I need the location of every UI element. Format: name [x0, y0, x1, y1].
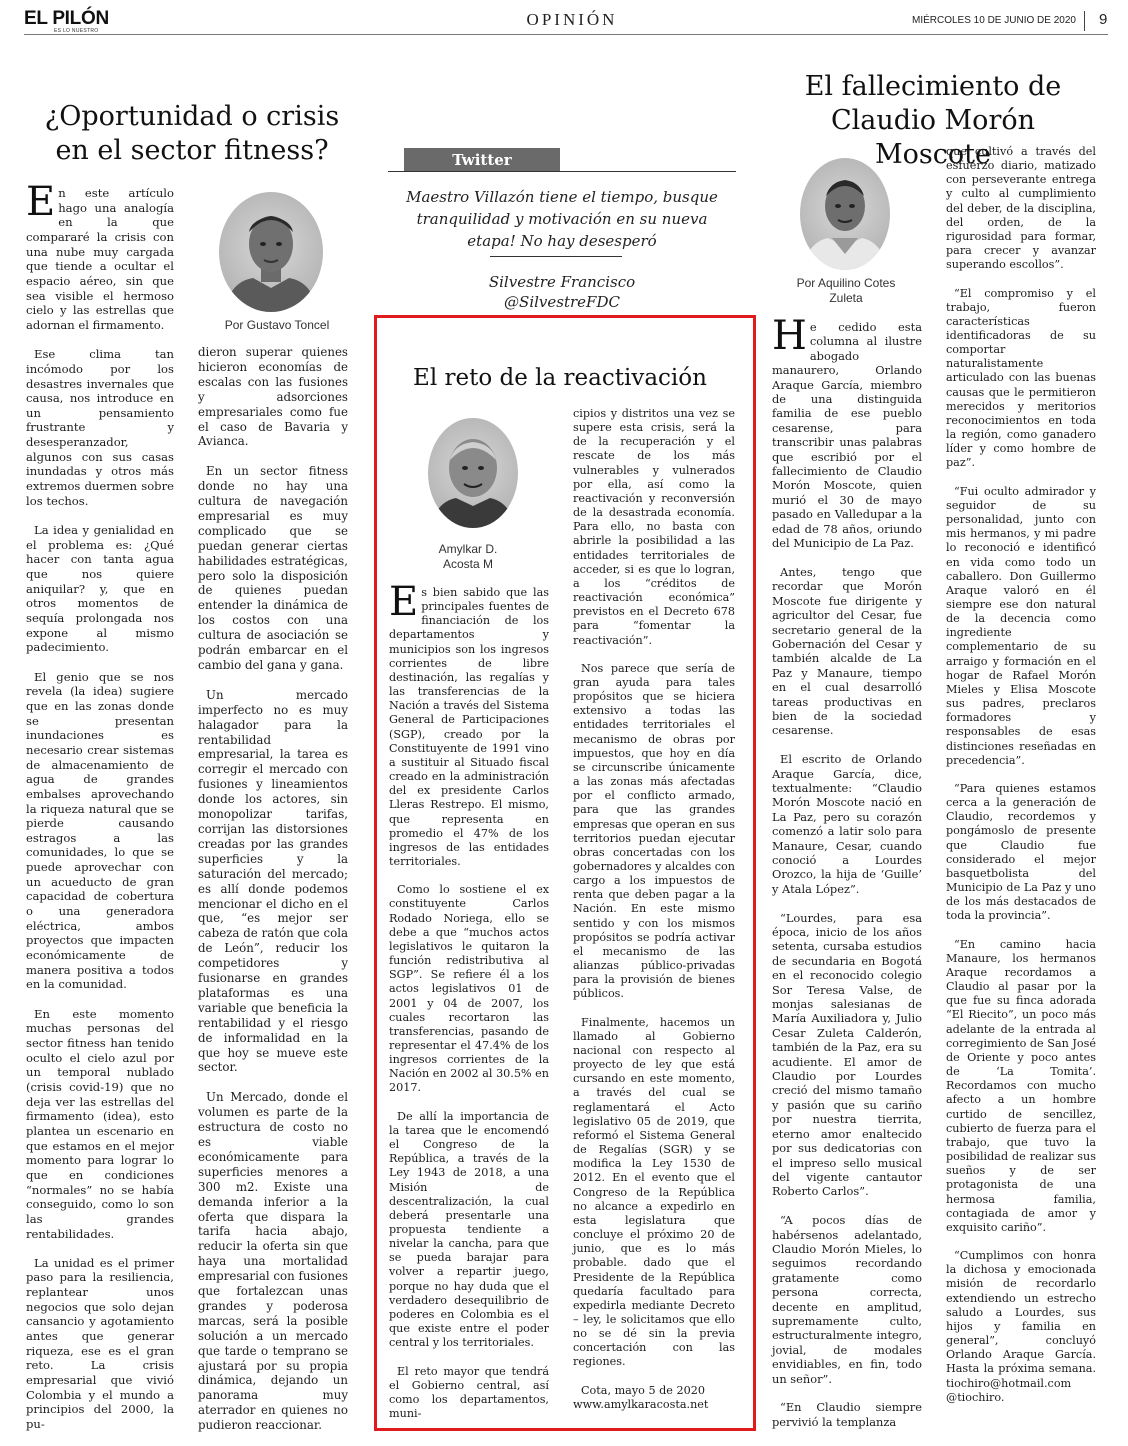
paragraph [26, 179, 174, 333]
article-signoff: Cota, mayo 5 de 2020 [581, 1383, 705, 1397]
author-photo-amylkar-acosta [428, 418, 518, 528]
twitter-label: Twitter [404, 148, 560, 172]
paragraph: Antes, tengo que recordar que Morón Moscote fue dirigente y agricultor del Cesar, fue secretario general de la Gobernación del Cesar y también alcalde de La Paz y Manaure, tiempo en el cual desarrolló tareas productivas en bien de la sociedad cesarense. [772, 564, 922, 738]
paragraph [772, 313, 922, 551]
dropcap: E [389, 579, 419, 625]
paragraph: dieron superar quienes hicieron economías de escalas con las fusiones y adsorciones empresariales como fue el caso de Bavaria y Avianca. [198, 345, 348, 449]
left-article-byline: Por Gustavo Toncel [224, 318, 330, 332]
paragraph: El escrito de Orlando Araque García, dice, textualmente: “Claudio Morón Moscote nació en La Paz, pero su corazón comenzó a latir solo para Manaure, Cesar, cuando conoció a Lourdes Orozco, la hija de ‘Guille’ y Atala López”. [772, 752, 922, 896]
left-article-column-1 [26, 179, 174, 1432]
paragraph: Como lo sostiene el ex constituyente Carlos Rodado Noriega, ello se debe a que “muchos actos legislativos le quitaron la función redistributiva al SGP”. Se refiere él a los actos legislativos 01 de 2001 y 04 de 2007, los cuales recortaron las transferencias, pasando de representar el 47.4% de los ingresos corrientes de la Nación en 2002 al 30.5% en 2017. [389, 883, 549, 1095]
paragraph: “En camino hacia Manaure, los hermanos Araque recordamos a Claudio al pasar por la que fue su finca adorada “El Riecito”, un poco más adelante de la entrada al corregimiento de San José de Oriente y poco antes de ‘La Tomita’. Recordamos con mucho afecto a un hombre curtido de sencillez, cubierto de fuerza para el trabajo, que tuvo la posibilidad de realizar sus sueños y de ser protagonista de una hermosa familia, contagiada de amor y exquisito cariño”. [946, 937, 1096, 1234]
paragraph: que cultivó a través del esfuerzo diario, matizado con perseverante entrega y culto al cumplimiento del deber, de la disciplina, del orden, de la rigurosidad para formar, para crecer y avanzar superando escollos”. [946, 145, 1096, 272]
page-number: 9 [1099, 11, 1108, 28]
paragraph: De allí la importancia de la tarea que le encomendó el Congreso de la República, a través de la Ley 1943 de 2018, a una Misión de descentralización, la cual deberá presentarle una propuesta tendiente a nivelar la cancha, para que se pueda barajar para volver a repartir juego, porque no hay duda que el verdadero desequilibrio de poderes en Colombia es el que existe entre el poder central y los territoriales. [389, 1109, 549, 1350]
right-article-column-2 [946, 145, 1096, 1405]
paragraph: “Para quienes estamos cerca a la generación de Claudio, recordemos y pongámoslo de presente que Claudio fue considerado el mejor basquetbolista del Municipio de La Paz y uno de los más destacados de toda la provincia”. [946, 781, 1096, 923]
paragraph: En este momento muchas personas del sector fitness han tenido oculto el cielo azul por un temporal nublado (crisis covid-19) que no deja ver las estrellas del firmamento (idea), esto plantea un escenario en que estamos en el mejor momento para lograr lo que en condiciones “normales” no se había conseguido, como lo son las grandes rentabilidades. [26, 1006, 174, 1241]
author-photo-aquilino-cotes [800, 158, 890, 270]
logo-slogan: ES LO NUESTRO [54, 28, 99, 34]
person-portrait-icon [800, 158, 890, 270]
person-portrait-icon [428, 418, 518, 528]
byline-line: Amylkar D. [438, 542, 498, 556]
left-article-column-2 [198, 345, 348, 1433]
paragraph: Un mercado imperfecto no es muy halagador para la rentabilidad empresarial, la tarea es corregir el mercado con fusiones y lineamientos donde los actores, sin monopolizar tarifas, corrijan las distorsiones creadas por las grandes superficies y la saturación del mercado; es allí donde podemos mencionar el dicho en el que, “es mejor ser cabeza de ratón que cola de León”, reducir los competidores y fusionarse en grandes plataformas es una variable que beneficia la rentabilidad y el riesgo de informalidad en la que hoy se mueve este sector. [198, 687, 348, 1075]
right-article-byline: Por Aquilino Cotes Zuleta [796, 276, 896, 305]
paragraph: “El compromiso y el trabajo, fueron características identificadoras de su comportar naturalistamente articulado con las buenas causas que le permitieron merecidos y meritorios reconocimientos en toda la región, como ganadero líder y como hombre de paz”. [946, 286, 1096, 470]
paragraph: Nos parece que sería de gran ayuda para tales propósitos que se hiciera extensivo a todas las entidades territoriales el mecanismo de obras por impuestos, que hoy en día se circunscribe únicamente a las zonas más afectadas por el conflicto armado, para que las grandes empresas que operan en sus territorios puedan ejecutar obras concertadas con los gobernadores y alcaldes con cargo a los impuestos de renta que deben pagar a la Nación. En este mismo sentido y con los mismos propósitos se podría activar el mecanismo de las alianzas público-privadas para la provisión de bienes públicos. [573, 661, 735, 1001]
author-photo-gustavo-toncel [219, 192, 323, 312]
section-title: OPINIÓN [526, 10, 618, 29]
center-article-title: El reto de la reactivación [413, 365, 707, 391]
paragraph: El reto mayor que tendrá el Gobierno central, así como los departamentos, muni- [389, 1364, 549, 1421]
logo-text: EL PILÓN [24, 8, 109, 29]
website-link[interactable]: www.amylkaracosta.net [573, 1397, 709, 1411]
paragraph-text: n este artículo hago una analogía en la que compararé la crisis con una nube muy cargada que tiende a ocultar el espacio aéreo, sin que sea visible el hermoso cielo y las estrellas que adornan el firmamento. [26, 186, 174, 332]
paragraph: Finalmente, hacemos un llamado al Gobierno nacional con respecto al proyecto de ley que está cursando en este momento, a través del cual se reglamentará el Acto legislativo 05 de 2019, que reformó el Sistema General de Regalías (SGR) y se modifica la Ley 1530 de 2012. En el evento que el Congreso de la República no alcance a expedirlo en esta legislatura que concluye el próximo 20 de junio, que es lo más probable. dado que el Presidente de la República quedaría facultado para expedirla mediante Decreto – ley, le solicitamos que ello no se dé sin la previa concertación con las regiones. [573, 1015, 735, 1369]
paragraph: “Lourdes, para esa época, inicio de los años setenta, cursaba estudios de secundaria en Bogotá en el reconocido colegio Sor Teresa Valse, de monjas salesianas de María Auxiliadora y, Julio Cesar Zuleta Calderón, también de la Paz, era su acudiente. El amor de Claudio por Lourdes creció del mismo tamaño y pasión que su cariño por nuestra tierrita, eterno amor enaltecido por sus dedicatorias con el impreso sello musical del vigente cantautor Roberto Carlos”. [772, 910, 922, 1199]
masthead [24, 10, 1108, 34]
tweet-text: Maestro Villazón tiene el tiempo, busque tranquilidad y motivación en su nueva etapa! No hay desesperó [406, 188, 718, 250]
byline-line: Acosta M [442, 557, 493, 571]
masthead-rule [24, 34, 1108, 35]
paragraph: La unidad es el primer paso para la resiliencia, replantear unos negocios que solo dejan cansancio y agotamiento antes que generar riqueza, ese es el gran reto. La crisis empresarial que vivió Colombia y el mundo a principios del 2000, la pu- [26, 1255, 174, 1432]
paragraph: “En Claudio siempre pervivió la templanza [772, 1400, 922, 1429]
right-article-column-1 [772, 313, 922, 1429]
paragraph: La idea y genialidad en el problema es: ¿Qué hacer con tanta agua que nos quiere aniquilar? y, que en otros momentos de sequía prolongada nos expone al mismo padecimiento. [26, 523, 174, 655]
tweet-author-name: Silvestre Francisco [488, 273, 636, 291]
twitter-rule [388, 171, 736, 172]
paragraph: En un sector fitness donde no hay una cultura de navegación empresarial es muy complicado que se puedan generar ciertas habilidades estratégicas, pero solo la disposición de quienes puedan entender la dinámica de los costos con una cultura de asociación se podrán embarcar en el cambio del gana y gana. [198, 464, 348, 673]
paragraph: “Fui oculto admirador y seguidor de su personalidad, junto con mis hermanos, y mi padre lo reconoció e identificó en vida como todo un caballero. Don Guillermo Araque valoró en él siempre ese don natural de la decencia como ingrediente complementario de su arraigo y formación en el hogar de Rafael Morón Mieles y Elisa Moscote sus padres, preclaros formadores y responsables de esas distinciones reseñadas en precedencia”. [946, 484, 1096, 767]
dropcap: E [26, 179, 56, 225]
person-portrait-icon [219, 192, 323, 312]
page-number-divider [1084, 11, 1085, 31]
dropcap: H [772, 313, 807, 359]
issue-date: MIÉRCOLES 10 DE JUNIO DE 2020 [912, 15, 1076, 26]
center-article-column-1 [389, 579, 549, 1421]
paragraph: “Cumplimos con honra la dichosa y emocionada misión de recordarlo extendiendo un estrecho saludo a Lourdes, sus hijos y familia en general”, concluyó Orlando Araque García. Hasta la próxima semana. tiochiro@hotmail.com @tiochiro. [946, 1249, 1096, 1404]
paragraph: cipios y distritos una vez se supere esta crisis, será la de la recuperación y el rescate de los más vulnerables y vulnerados por ella, así como la reactivación y reconversión de la desastrada economía. Para ello, no basta con abrirle la posibilidad a las entidades territoriales de acceder, si es que lo logran, a los “créditos de reactivación económica” previstos en el Decreto 678 para “fomentar la reactivación”. [573, 407, 735, 647]
center-article-column-2 [573, 407, 735, 1412]
paragraph-text: e cedido esta columna al ilustre abogado manaurero, Orlando Araque García, miembro de una distinguida familia de ese pueblo cesarense, para transcribir unas palabras que escribió por el fallecimiento de Claudio Morón Moscote, quien murió el 30 de mayo pasado en Valledupar a la edad de 78 años, oriundo del Municipio de La Paz. [772, 320, 922, 551]
paragraph: “A pocos días de habérsenos adelantado, Claudio Morón Mieles, lo seguimos recordando gratamente como persona correcta, decente en amplitud, supremamente culto, estructuralmente integro, jovial, de modales envidiables, en fin, todo un señor”. [772, 1213, 922, 1386]
tweet-author [392, 272, 732, 312]
paragraph-text: s bien sabido que las principales fuentes de financiación de los departamentos y municipios son los ingresos corrientes de libre destinación, las regalías y las transferencias de la Nación a través del Sistema General de Participaciones (SGP), creado por la Constituyente de 1991 vino a sustituir al Situado fiscal creado en la administración del ex presidente Carlos Lleras Restrepo. El mismo, que representa en promedio el 47% de los ingresos de las entidades territoriales. [389, 586, 549, 868]
paragraph [389, 579, 549, 869]
paragraph: Ese clima tan incómodo por los desastres invernales que causa, nos introduce en un pensamiento frustrante y desesperanzador, algunos con sus casas inundadas y otros más extremos duermen sobre los techos. [26, 347, 174, 508]
paragraph: Un Mercado, donde el volumen es parte de la estructura de costo no es viable económicamente para superficies menores a 300 m2. Existe una demanda inferior a la oferta que dispara la tarifa hacia abajo, reducir la oferta sin que haya una mortalidad empresarial con fusiones que fortalezcan unas grandes y poderosa marcas, será la posible solución a un mercado que tarde o temprano se ajustará por su propia dinámica, dejando un panorama muy aterrador en quienes no pudieron reaccionar. [198, 1090, 348, 1433]
paragraph: El genio que se nos revela (la idea) sugiere que en las zonas donde se presentan inundaciones es necesario crear sistemas de almacenamiento de agua de grandes embalses aprovechando la riqueza natural que se pierde causando estragos a las comunidades, lo que se puede aprovechar con un acueducto de gran capacidad de cobertura o una generadora eléctrica, ambos proyectos que impacten económicamente de manera positiva a todos en la comunidad. [26, 669, 174, 992]
center-article-byline [418, 542, 518, 572]
tweet-author-handle[interactable]: @SilvestreFDC [504, 293, 620, 311]
newspaper-logo[interactable] [24, 10, 124, 34]
left-article-title: ¿Oportunidad o crisis en el sector fitness? [44, 101, 340, 166]
right-article-title: El fallecimiento de Claudio Morón Moscote [804, 71, 1062, 170]
tweet-divider [490, 256, 622, 257]
